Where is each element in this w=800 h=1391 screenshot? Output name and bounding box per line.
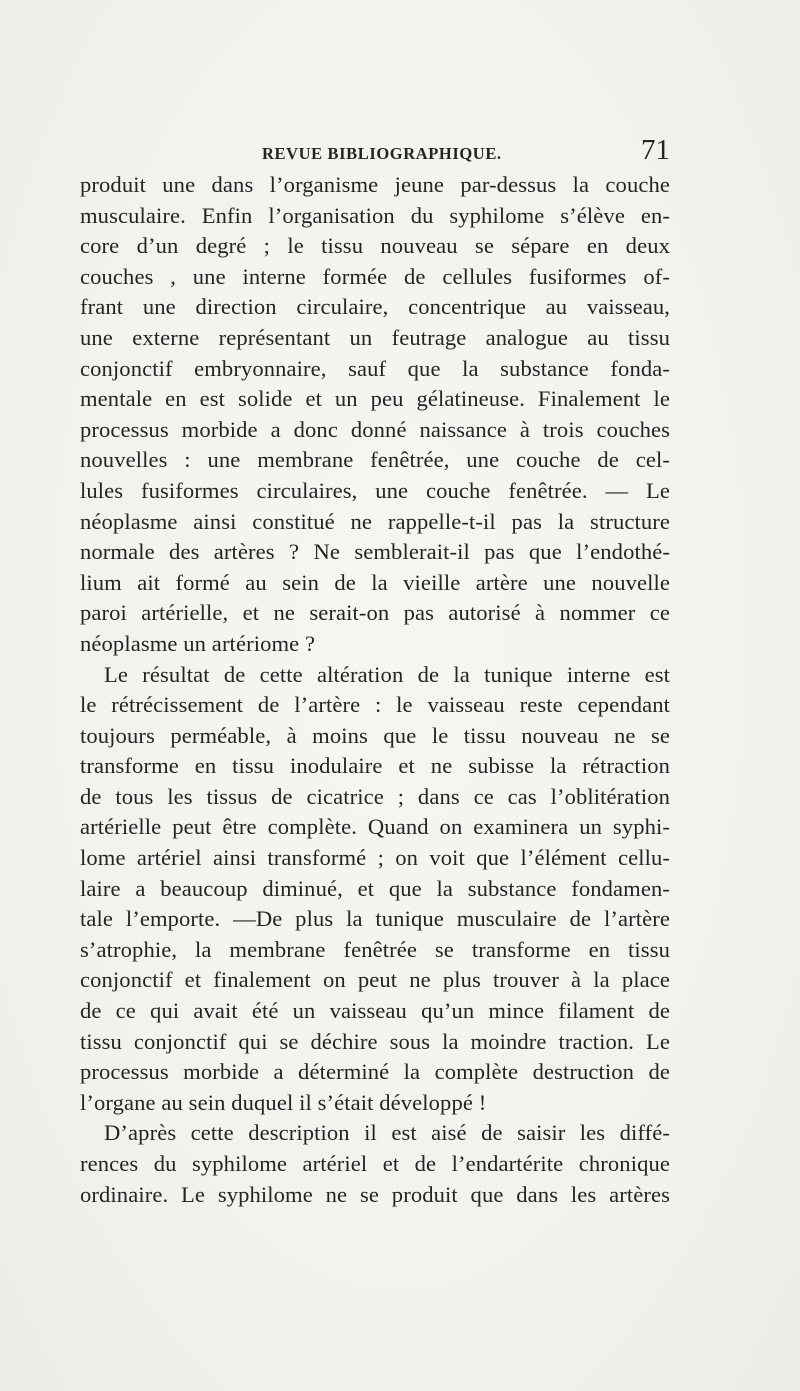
text-line: produit une dans l’organisme jeune par-dessus la couche [80, 172, 670, 197]
text-line: conjonctif embryonnaire, sauf que la substance fonda- [80, 355, 670, 381]
text-line: mentale en est solide et un peu gélatineuse. Finalement le [80, 386, 670, 412]
text-line: musculaire. Enfin l’organisation du syphilome s’élève en- [80, 202, 670, 228]
running-title: REVUE BIBLIOGRAPHIQUE. [262, 144, 502, 163]
text-line: de ce qui avait été un vaisseau qu’un mince filament de [80, 998, 670, 1024]
text-line: normale des artères ? Ne semblerait-il pas que l’endothé- [80, 539, 670, 565]
text-line: couches , une interne formée de cellules fusiformes of- [80, 263, 670, 289]
text-line: nouvelles : une membrane fenêtrée, une couche de cel- [80, 447, 670, 473]
paragraph-first-line: D’après cette description il est aisé de saisir les diffé- [104, 1120, 670, 1146]
text-line: laire a beaucoup diminué, et que la substance fondamen- [80, 875, 670, 901]
text-line: transforme en tissu inodulaire et ne subisse la rétraction [80, 753, 670, 779]
text-line: de tous les tissus de cicatrice ; dans ce cas l’oblitération [80, 783, 670, 809]
text-line: artérielle peut être complète. Quand on examinera un syphi- [80, 814, 670, 840]
text-line: toujours perméable, à moins que le tissu nouveau ne se [80, 722, 670, 748]
text-line: paroi artérielle, et ne serait-on pas autorisé à nommer ce [80, 600, 670, 626]
text-line: ordinaire. Le syphilome ne se produit que dans les artères [80, 1181, 670, 1207]
text-line: frant une direction circulaire, concentrique au vaisseau, [80, 294, 670, 320]
text-line: processus morbide a déterminé la complète destruction de [80, 1059, 670, 1085]
text-line: rences du syphilome artériel et de l’endartérite chronique [80, 1151, 670, 1176]
paragraph-last-line: néoplasme un artériome ? [80, 630, 316, 656]
text-line: s’atrophie, la membrane fenêtrée se transforme en tissu [80, 936, 670, 962]
body-text [80, 170, 670, 1210]
text-line: néoplasme ainsi constitué ne rappelle-t-il pas la structure [80, 508, 670, 534]
text-line: tissu conjonctif qui se déchire sous la moindre traction. Le [80, 1028, 670, 1054]
running-head [80, 134, 670, 174]
text-line: lome artériel ainsi transformé ; on voit que l’élément cellu- [80, 845, 670, 871]
text-line: processus morbide a donc donné naissance à trois couches [80, 416, 670, 442]
text-line: tale l’emporte. —De plus la tunique musculaire de l’artère [80, 906, 670, 932]
text-line: le rétrécissement de l’artère : le vaisseau reste cependant [80, 692, 670, 718]
paragraph-first-line: Le résultat de cette altération de la tunique interne est [104, 661, 670, 687]
text-line: une externe représentant un feutrage analogue au tissu [80, 324, 670, 350]
text-line: conjonctif et finalement on peut ne plus trouver à la place [80, 967, 670, 993]
paragraph-last-line: l’organe au sein duquel il s’était développé ! [80, 1089, 487, 1115]
text-line: core d’un degré ; le tissu nouveau se sépare en deux [80, 233, 670, 259]
text-line: lules fusiformes circulaires, une couche fenêtrée. — Le [80, 477, 670, 503]
text-line: lium ait formé au sein de la vieille artère une nouvelle [80, 569, 670, 595]
page-number: 71 [641, 134, 670, 166]
